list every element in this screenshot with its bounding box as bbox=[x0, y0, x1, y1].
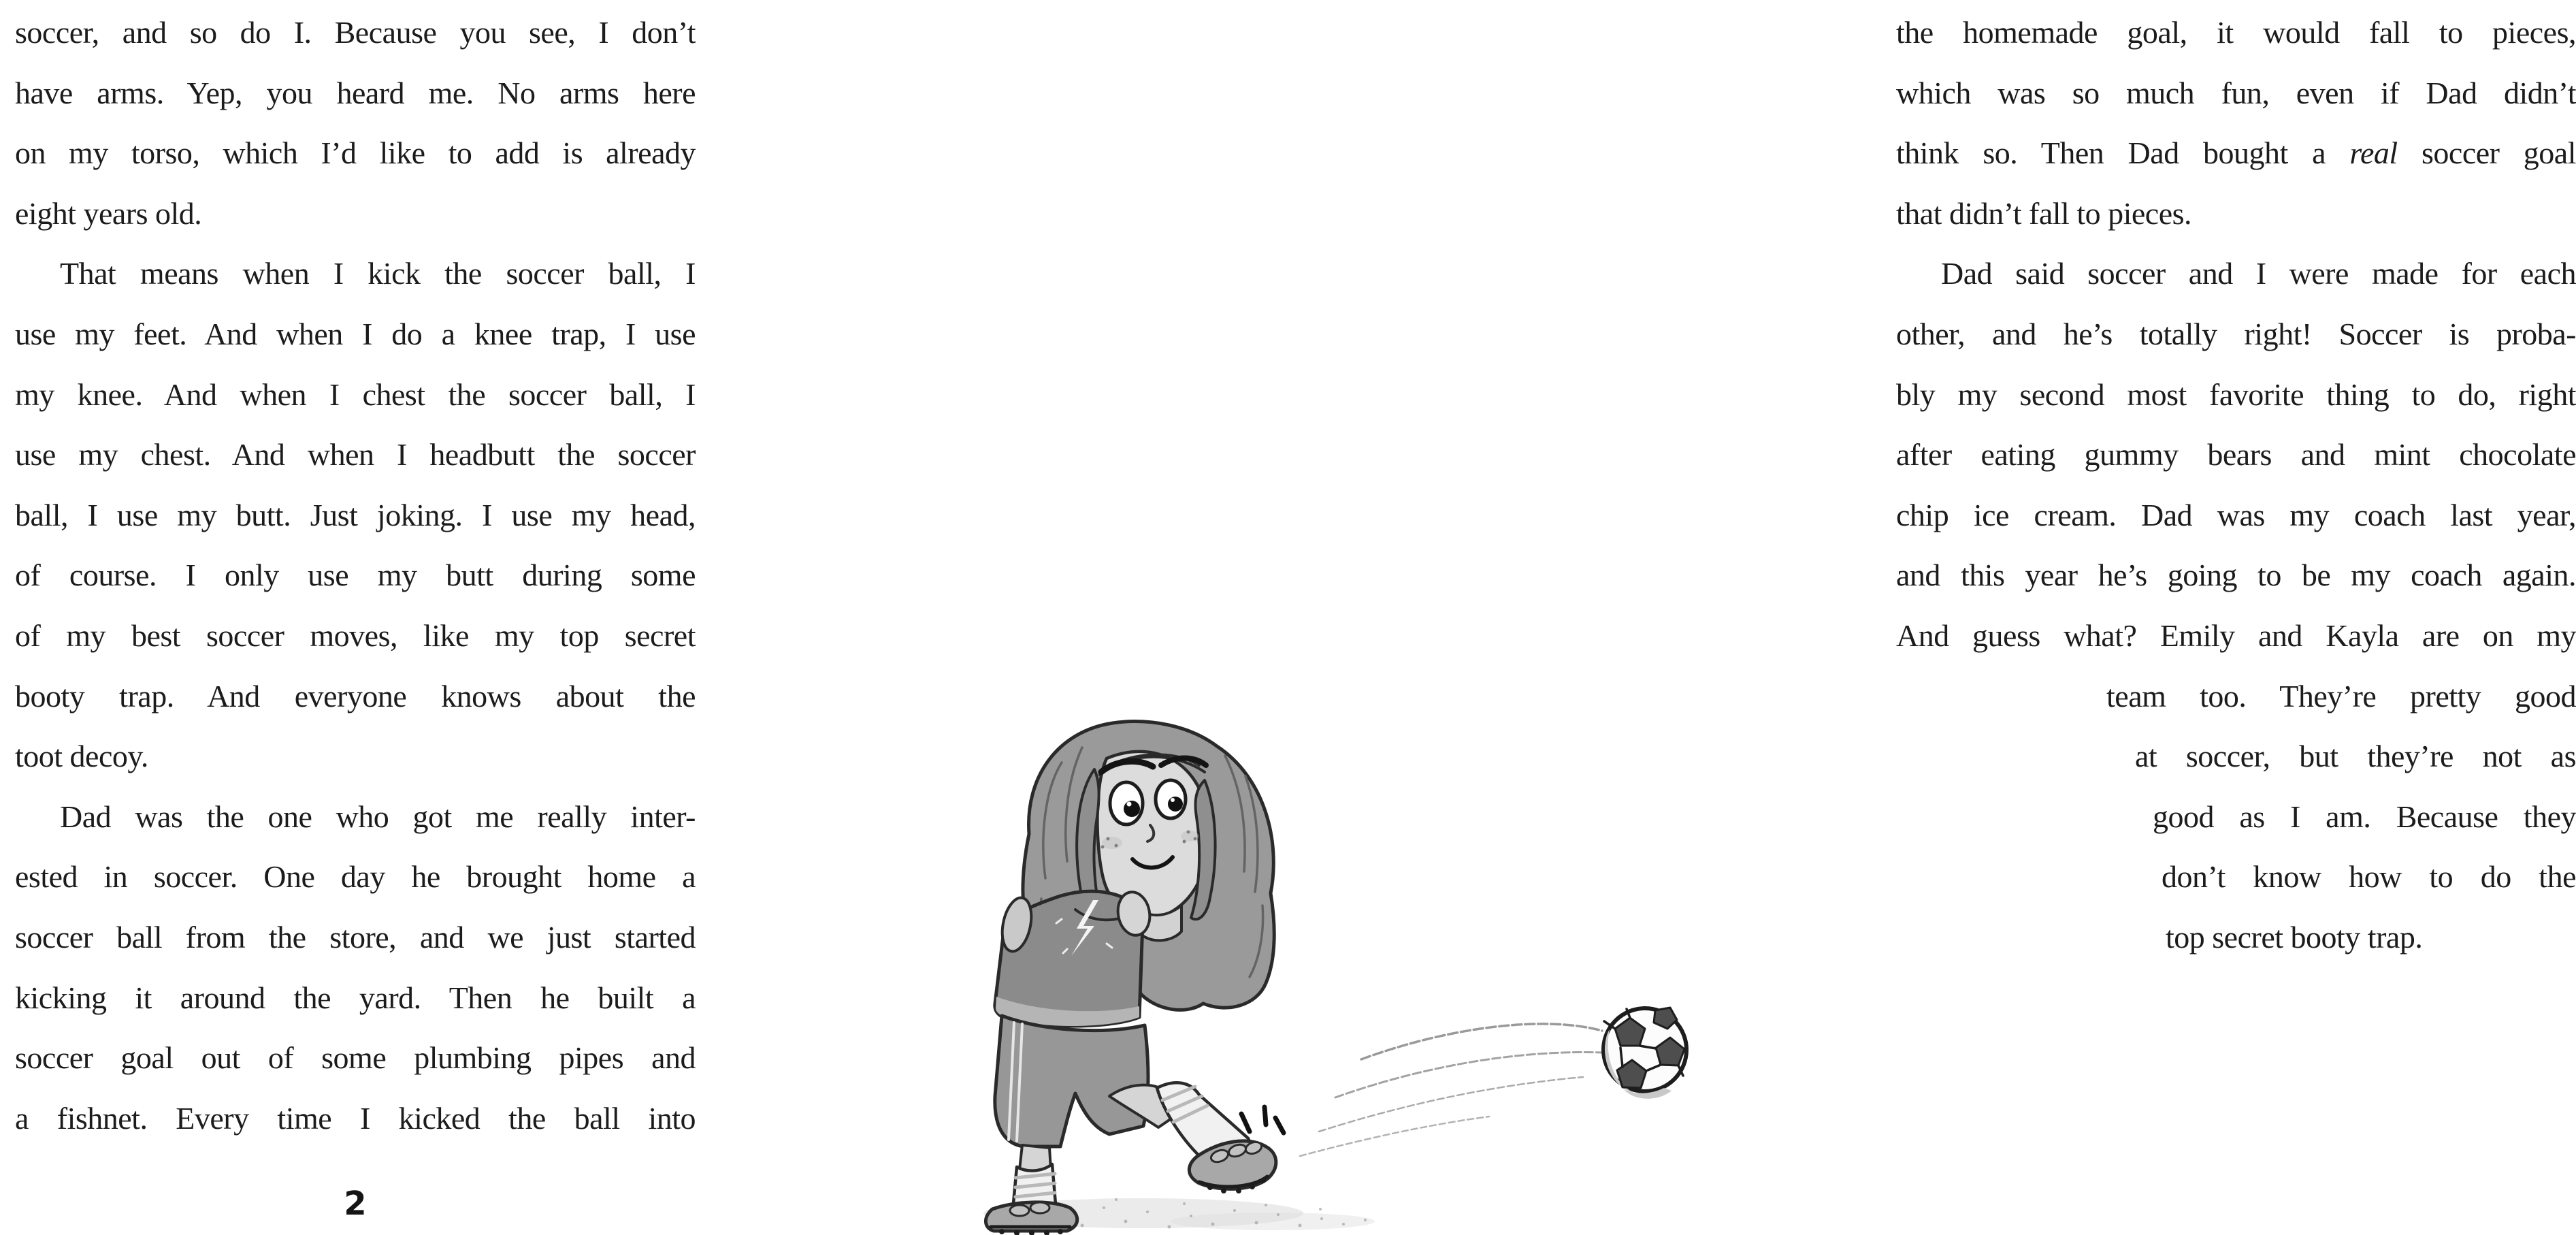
motion-lines-icon bbox=[1300, 1024, 1603, 1156]
text-line: my knee. And when I chest the soccer ball, I bbox=[15, 377, 696, 412]
text-line: ested in soccer. One day he brought home a bbox=[15, 859, 696, 894]
text-line: top secret booty trap. bbox=[2166, 920, 2423, 955]
text-line: and this year he’s going to be my coach again. bbox=[1896, 558, 2576, 592]
right-page-text bbox=[1896, 12, 2576, 999]
text-line: use my chest. And when I headbutt the soccer bbox=[15, 437, 696, 472]
text-line: Dad was the one who got me really inter- bbox=[60, 799, 696, 834]
soccer-ball-icon bbox=[1603, 1008, 1686, 1099]
girl-shorts bbox=[995, 1016, 1148, 1146]
text-line: of my best soccer moves, like my top secret bbox=[15, 618, 696, 653]
text-line: don’t know how to do the bbox=[2162, 859, 2576, 894]
page-number: 2 bbox=[344, 1185, 367, 1223]
text-line: toot decoy. bbox=[15, 739, 148, 773]
kick-emphasis-icon bbox=[1241, 1107, 1284, 1133]
text-line: the homemade goal, it would fall to pieces, bbox=[1896, 15, 2576, 50]
text-line: soccer goal out of some plumbing pipes and bbox=[15, 1040, 696, 1075]
text-line: soccer ball from the store, and we just started bbox=[15, 920, 696, 955]
text-line: which was so much fun, even if Dad didn’t bbox=[1896, 76, 2576, 110]
text-line: And guess what? Emily and Kayla are on my bbox=[1896, 618, 2576, 653]
text-line: eight years old. bbox=[15, 196, 202, 231]
text-line: team too. They’re pretty good bbox=[2106, 679, 2576, 713]
girl-jersey bbox=[995, 889, 1153, 1026]
left-page bbox=[0, 0, 885, 1235]
text-line: soccer, and so do I. Because you see, I don’t bbox=[15, 15, 696, 50]
text-line: at soccer, but they’re not as bbox=[2135, 739, 2576, 773]
text-line: on my torso, which I’d like to add is already bbox=[15, 135, 696, 170]
text-line: other, and he’s totally right! Soccer is proba- bbox=[1896, 317, 2576, 351]
text-line: booty trap. And everyone knows about the bbox=[15, 679, 696, 713]
illustration-girl-kicking-ball bbox=[980, 715, 1701, 1235]
text-line: kicking it around the yard. Then he built a bbox=[15, 980, 696, 1015]
text-line: chip ice cream. Dad was my coach last year, bbox=[1896, 498, 2576, 532]
text-line: that didn’t fall to pieces. bbox=[1896, 196, 2192, 231]
text-line: bly my second most favorite thing to do, right bbox=[1896, 377, 2576, 412]
text-line: good as I am. Because they bbox=[2153, 799, 2576, 834]
text-line: That means when I kick the soccer ball, I bbox=[60, 256, 696, 291]
text-line: think so. Then Dad bought a real soccer goal bbox=[1896, 135, 2576, 170]
text-line: of course. I only use my butt during some bbox=[15, 558, 696, 592]
text-line: a fishnet. Every time I kicked the ball into bbox=[15, 1101, 696, 1136]
left-page-text bbox=[15, 12, 696, 1210]
text-line: after eating gummy bears and mint chocolate bbox=[1896, 437, 2576, 472]
text-line: have arms. Yep, you heard me. No arms here bbox=[15, 76, 696, 110]
text-line: Dad said soccer and I were made for each bbox=[1941, 256, 2576, 291]
girl-kicking-icon bbox=[985, 722, 1284, 1235]
text-line: ball, I use my butt. Just joking. I use my head, bbox=[15, 498, 696, 532]
text-line: use my feet. And when I do a knee trap, I use bbox=[15, 317, 696, 351]
